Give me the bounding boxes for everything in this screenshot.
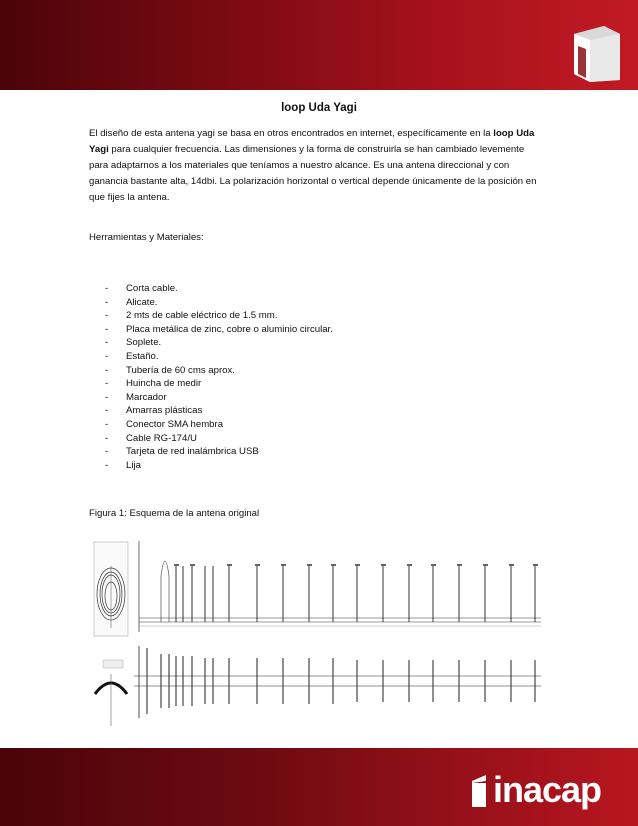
header-band bbox=[0, 0, 638, 90]
bottom-connector-drawing bbox=[95, 674, 127, 726]
top-boom-view bbox=[139, 541, 541, 632]
list-item: - Tubería de 60 cms aprox. bbox=[105, 364, 235, 376]
materials-list bbox=[100, 282, 460, 472]
intro-bold-term: loop Uda Yagi bbox=[89, 128, 535, 155]
list-item: - Estaño. bbox=[105, 350, 159, 362]
list-item: - Corta cable. bbox=[105, 283, 178, 294]
brand-wordmark: inacap bbox=[493, 769, 602, 810]
list-item: - Placa metálica de zinc, cobre o aluminio circular. bbox=[105, 323, 333, 335]
element-ticks bbox=[174, 564, 538, 566]
list-item: - Amarras plásticas bbox=[105, 405, 203, 417]
inacap-brand bbox=[468, 770, 601, 810]
list-item: - Huincha de medir bbox=[105, 378, 202, 390]
list-item: - Lija bbox=[105, 459, 141, 471]
intro-paragraph bbox=[89, 126, 544, 206]
intro-text-start: El diseño de esta antena yagi se basa en otros encontrados en internet, específicamente en la bbox=[89, 128, 491, 139]
inacap-mark-icon bbox=[468, 773, 490, 807]
list-item: - Tarjeta de red inalámbrica USB bbox=[105, 446, 259, 458]
figure-caption: Figura 1: Esquema de la antena original bbox=[89, 508, 260, 519]
page-title: loop Uda Yagi bbox=[281, 102, 357, 114]
intro-text-rest: para cualquier frecuencia. Las dimensiones y la forma de construirla se han cambiado levemente para adaptarnos a los materiales que teníamos a nuestro alcance. Es una antena direccional y con ganancia bastante alta, 14dbi. La polarización horizontal o vertical depende únicamente de la posición en que fijes la antena. bbox=[89, 144, 537, 203]
inacap-cube-logo bbox=[568, 22, 626, 84]
list-item: - Soplete. bbox=[105, 337, 162, 349]
list-item: - Conector SMA hembra bbox=[105, 418, 224, 430]
list-item: - 2 mts de cable eléctrico de 1.5 mm. bbox=[105, 310, 278, 322]
materials-heading: Herramientas y Materiales: bbox=[89, 232, 204, 243]
list-item: - Alicate. bbox=[105, 296, 158, 308]
antenna-schematic-figure bbox=[89, 536, 549, 726]
list-item: - Marcador bbox=[105, 391, 167, 403]
list-item: - Cable RG-174/U bbox=[105, 432, 197, 444]
bottom-boom-view bbox=[134, 646, 541, 718]
